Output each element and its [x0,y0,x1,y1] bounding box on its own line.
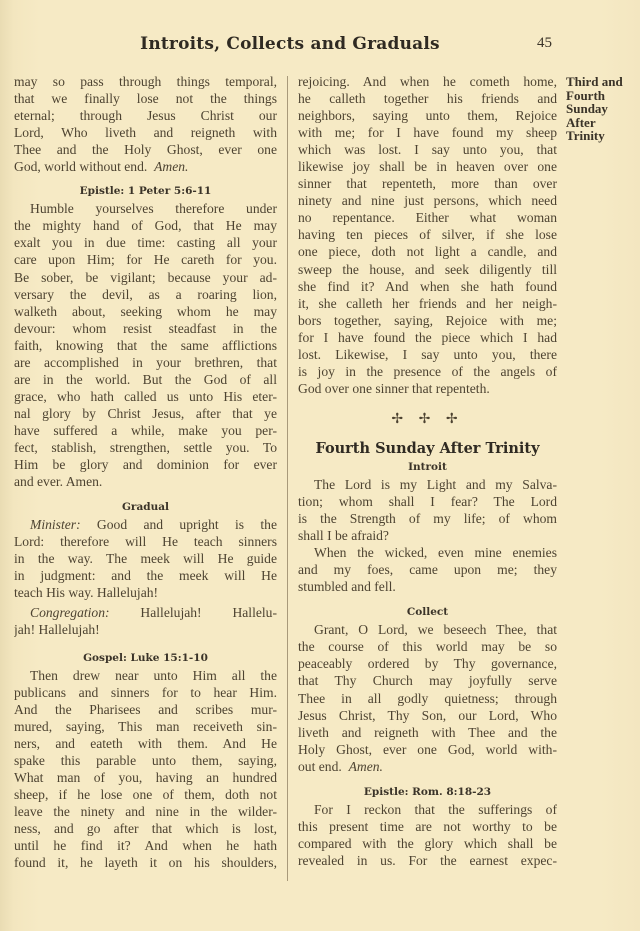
text-line-content: Good and upright is the [80,517,277,533]
spacer [14,490,277,499]
text-line: walketh about, seeking whom he may [14,303,277,319]
section-title: Fourth Sunday After Trinity [315,439,540,457]
left-column [14,73,277,871]
text-line: have suffered a while, make you per- [14,422,277,438]
text-line: peaceably ordered by Thy governance, [298,656,557,672]
text-line: she find it? And when she hath found [298,278,557,294]
collect-heading: Collect [406,606,449,619]
introit-heading: Introit [408,460,447,473]
spacer [298,595,557,604]
text-line: is joy in the presence of the angels of [298,363,557,379]
margin-note [566,75,636,143]
gospel-text [14,667,277,872]
text-line: sheep, if he lose one of them, doth not [14,786,277,802]
margin-note-line: Fourth [566,87,605,103]
text-line: Grant, O Lord, we beseech Thee, that [314,622,557,638]
text-line: liveth and reigneth with Thee and the [298,724,557,740]
text-line: God over one sinner that repenteth. [298,380,490,396]
epistle-text [298,801,557,869]
text-line: found it, he layeth it on his shoulders, [14,855,277,871]
running-title: Introits, Collects and Graduals [140,34,440,54]
gospel-continuation [298,73,557,397]
text-line: one piece, doth not light a candle, and [298,244,557,260]
text-line: having ten pieces of silver, if she lose [298,227,557,243]
text-line: spake this parable unto them, saying, [14,752,277,768]
text-line: this present time are not worthy to be [298,818,557,834]
text-line: it, she calleth her friends and her neigh- [298,295,557,311]
text-line: that Thy Church may joyfully serve [298,673,557,689]
text-line: Humble yourselves therefore under [30,201,277,217]
text-line: neighbors, saying unto them, Rejoice [298,108,557,124]
margin-note-line: Sunday [566,101,608,116]
text-line: Him be glory and dominion for ever [14,457,277,473]
text-line: mured, saying, This man receiveth sin- [14,718,277,734]
amen-rubric: Amen. [154,159,189,175]
text-line: which was lost. I say unto you, that [298,142,557,158]
text-line: When the wicked, even mine enemies [314,545,557,561]
text-line: and ever. Amen. [14,474,103,490]
text-line-content: Hallelujah! Hallelu- [109,605,277,621]
gradual-heading: Gradual [121,501,170,514]
text-line: in judgment: and the meek will He [14,568,277,584]
spacer [298,428,557,439]
collect-ending [14,73,277,175]
margin-note-line: Trinity [566,128,605,143]
text-line-content: God, world without end. [14,159,148,175]
text-line: Lord: therefore will He teach sinners [14,534,277,550]
text-line: ners, and eateth with them. And He [14,735,277,751]
page-header [0,34,640,60]
text-line: sweep the house, and seek diligently till [298,261,557,277]
gradual-text [14,516,277,638]
text-line: jah! Hallelujah! [14,622,100,638]
epistle-heading: Epistle: 1 Peter 5:6-11 [79,185,212,198]
text-line [14,604,277,621]
congregation-rubric: Congregation: [30,605,110,621]
text-line: eternal; through Jesus Christ our [14,108,277,124]
text-line: shall I be afraid? [298,528,389,544]
text-line: stumbled and fell. [298,579,396,595]
text-line: For I reckon that the sufferings of [314,801,557,817]
text-line: Then drew near unto Him all the [30,667,277,683]
text-line: What man of you, having an hundred [14,769,277,785]
text-line [298,758,557,775]
text-line: for I have found the piece which I had [298,329,557,345]
text-line: publicans and sinners for to hear Him. [14,684,277,700]
minister-rubric: Minister: [30,517,81,533]
spacer [298,397,557,411]
text-line: devour: whom resist steadfast in the [14,320,277,336]
text-line: in the way. The meek will He guide [14,551,277,567]
collect-text [298,621,557,774]
epistle-text [14,200,277,490]
text-line: The Lord is my Light and my Salva- [314,476,557,492]
text-line: may so pass through things temporal, [14,74,277,89]
text-line: grace, who hath called us unto His eter- [14,388,277,404]
spacer [298,775,557,784]
text-line: Holy Ghost, ever one God, world with- [298,741,557,757]
text-line: compared with the glory which shall be [298,835,557,851]
text-line: Lord, Who liveth and reigneth with [14,125,277,141]
text-line: tion; whom shall I fear? The Lord [298,493,557,509]
text-line: he calleth together his friends and [298,91,557,107]
margin-note-line: Third and [566,74,623,89]
text-line: rejoicing. And when he cometh home, [298,74,557,89]
text-line: until he find it? And when he hath [14,838,277,854]
page-number: 45 [537,35,552,51]
text-line: no repentance. Either what woman [298,210,557,226]
spacer [14,639,277,650]
text-line: that we finally lose not the things [14,91,277,107]
text-line: Be sober, be vigilant; because your ad- [14,269,277,285]
text-line: leave the ninety and nine in the wilder- [14,803,277,819]
spacer [14,175,277,183]
text-line: ninety and nine just persons, which need [298,193,557,209]
text-line: care upon Him; for He careth for you. [14,252,277,268]
text-line: ness, and go after that which is lost, [14,820,277,836]
text-line: lost. Likewise, I say unto you, there [298,346,557,362]
text-line: are in the world. But the God of all [14,371,277,387]
gospel-heading: Gospel: Luke 15:1-10 [83,651,208,664]
text-line: is the Strength of my life; of whom [298,511,557,527]
text-line: with me; for I have found my sheep [298,125,557,141]
column-divider [287,76,288,881]
text-line-content: out end. [298,758,342,774]
text-line: the course of this world may be so [298,639,557,655]
text-line: are accomplished in your brethren, that [14,354,277,370]
text-line: Thee and the Holy Ghost, ever one [14,142,277,158]
text-line: Thee in all godly quietness; through [298,690,557,706]
cross-ornament: ✢ ✢ ✢ [391,411,464,427]
text-line: sinner that repenteth, more than over [298,176,557,192]
text-line: versary the devil, as a roaring lion, [14,286,277,302]
introit-text [298,476,557,595]
text-line: faith, knowing that the same afflictions [14,337,277,353]
margin-note-line: After [566,114,596,130]
text-line: And the Pharisees and scribes mur- [14,701,277,717]
text-line: Jesus Christ, Thy Son, our Lord, Who [298,707,557,723]
text-line [14,158,277,175]
text-line: the mighty hand of God, that He may [14,218,277,234]
text-line: revealed in us. For the earnest expec- [298,852,557,868]
text-line: teach His way. Hallelujah! [14,585,159,601]
epistle-heading: Epistle: Rom. 8:18-23 [363,785,492,798]
text-line: exalt you in due time: casting all your [14,235,277,251]
text-line: fect, stablish, strengthen, settle you. To [14,439,277,455]
text-line: and my foes, came upon me; they [298,562,557,578]
amen-rubric: Amen. [348,758,383,774]
text-line: likewise joy shall be in heaven over one [298,159,557,175]
text-line: bors together, saying, Rejoice with me; [298,312,557,328]
text-line: nal glory by Christ Jesus, after that ye [14,405,277,421]
text-line [14,516,277,533]
right-column [298,73,557,869]
